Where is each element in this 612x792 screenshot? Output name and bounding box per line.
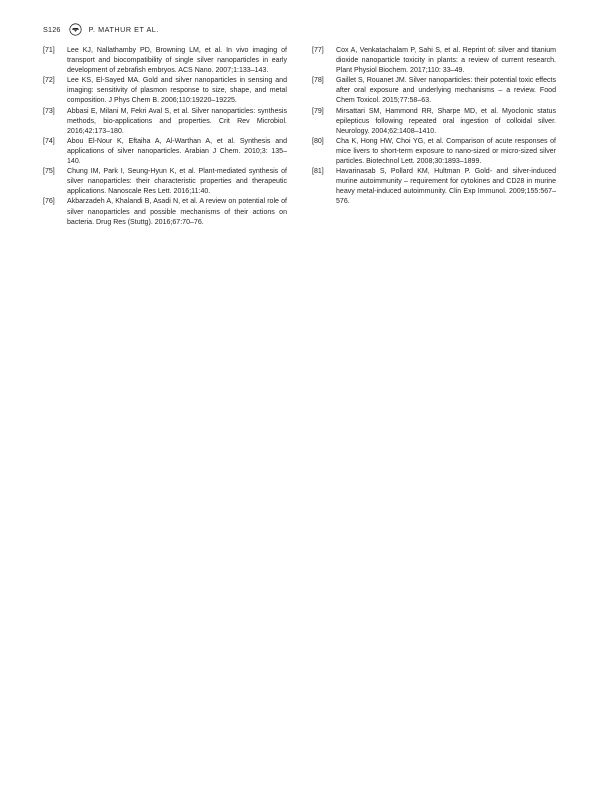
reference-item bbox=[312, 137, 556, 167]
reference-text: Cox A, Venkatachalam P, Sahi S, et al. Reprint of: silver and titanium dioxide nanoparticle toxicity in plants: a review of current research. Plant Physiol Biochem. 2017;110: 33–49. bbox=[336, 47, 556, 75]
crossmark-circle-icon[interactable] bbox=[69, 23, 82, 36]
reference-number: [79] bbox=[312, 107, 324, 115]
reference-item bbox=[43, 137, 287, 167]
left-column bbox=[43, 46, 287, 228]
running-head bbox=[43, 22, 159, 36]
reference-item bbox=[312, 107, 556, 137]
reference-number: [77] bbox=[312, 47, 324, 54]
reference-number: [74] bbox=[43, 137, 55, 145]
reference-item bbox=[312, 76, 556, 106]
reference-number: [78] bbox=[312, 77, 324, 85]
reference-item bbox=[312, 167, 556, 207]
reference-text: Abou El-Nour K, Eftaiha A, Al-Warthan A, et al. Synthesis and applications of silver nanoparticles. Arabian J Chem. 2010;3: 135–140. bbox=[67, 137, 287, 166]
page-folio: S126 bbox=[43, 24, 61, 34]
reference-number: [72] bbox=[43, 77, 55, 85]
reference-number: [71] bbox=[43, 47, 55, 54]
reference-text: Lee KS, El-Sayed MA. Gold and silver nanoparticles in sensing and imaging: sensitivity of plasmon response to size, shape, and metal composition. J Phys Chem B. 2006;110:19220–19225. bbox=[67, 77, 287, 105]
reference-item bbox=[43, 107, 287, 137]
reference-text: Gaillet S, Rouanet JM. Silver nanoparticles: their potential toxic effects after oral exposure and underlying mechanisms – a review. Food Chem Toxicol. 2015;77:58–63. bbox=[336, 77, 556, 105]
reference-item bbox=[43, 76, 287, 106]
reference-number: [75] bbox=[43, 168, 55, 176]
reference-text: Havarinasab S, Pollard KM, Hultman P. Gold- and silver-induced murine autoimmunity – requirement for cytokines and CD28 in murine heavy metal-induced autoimmunity. Clin Exp Immunol. 2009;155:567–576. bbox=[336, 168, 556, 206]
reference-text: Abbasi E, Milani M, Fekri Aval S, et al. Silver nanoparticles: synthesis methods, bio-applications and properties. Crit Rev Microbiol. 2016;42:173–180. bbox=[67, 107, 287, 135]
reference-item bbox=[43, 167, 287, 197]
reference-text: Chung IM, Park I, Seung-Hyun K, et al. Plant-mediated synthesis of silver nanoparticles: their characteristic properties and therapeutic applications. Nanoscale Res Lett. 2016;11:40. bbox=[67, 168, 287, 196]
reference-item bbox=[43, 197, 287, 227]
running-head-title: P. MATHUR ET AL. bbox=[88, 24, 159, 34]
reference-item bbox=[312, 46, 556, 76]
right-column bbox=[312, 46, 556, 228]
reference-number: [81] bbox=[312, 168, 324, 176]
reference-number: [73] bbox=[43, 107, 55, 115]
reference-number: [80] bbox=[312, 137, 324, 145]
reference-number: [76] bbox=[43, 198, 55, 206]
reference-text: Akbarzadeh A, Khalandi B, Asadi N, et al. A review on potential role of silver nanoparticles and possible mechanisms of their actions on bacteria. Drug Res (Stuttg). 2016;67:70–76. bbox=[67, 198, 287, 226]
reference-text: Mirsattari SM, Hammond RR, Sharpe MD, et al. Myoclonic status epilepticus following repeated oral ingestion of colloidal silver. Neurology. 2004;62:1408–1410. bbox=[336, 107, 556, 135]
reference-columns bbox=[43, 46, 570, 228]
reference-item bbox=[43, 46, 287, 76]
reference-text: Cha K, Hong HW, Choi YG, et al. Comparison of acute responses of mice livers to short-term exposure to nano-sized or micro-sized silver particles. Biotechnol Lett. 2008;30:1893–1899. bbox=[336, 137, 556, 166]
reference-text: Lee KJ, Nallathamby PD, Browning LM, et al. In vivo imaging of transport and biocompatibility of single silver nanoparticles in early development of zebrafish embryos. ACS Nano. 2007;1:133–143. bbox=[67, 47, 287, 75]
